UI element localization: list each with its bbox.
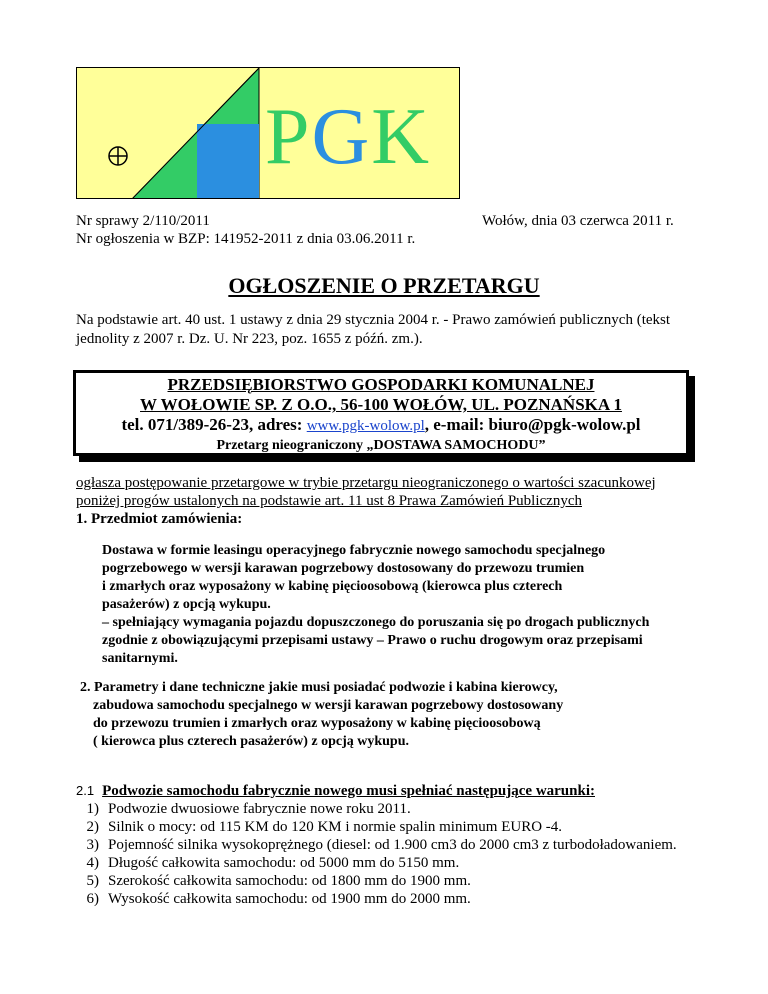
section-2-line: 2. Parametry i dane techniczne jakie musi posiadać podwozie i kabina kierowcy, <box>80 680 558 695</box>
legal-basis-paragraph: Na podstawie art. 40 ust. 1 ustawy z dnia 29 stycznia 2004 r. - Prawo zamówień publicznych (tekst jednolity z 2007 r. Dz. U. Nr 223, poz. 1655 z późń. zm.). <box>76 312 671 347</box>
subject-line: i zmarłych oraz wyposażony w kabinę pięcioosobową (kierowca plus czterech <box>102 579 563 594</box>
company-contact <box>76 415 686 436</box>
subject-line: Dostawa w formie leasingu operacyjnego fabrycznie nowego samochodu specjalnego <box>102 543 606 558</box>
section-2-1-number: 2.1 <box>76 783 95 798</box>
section-2-line: zabudowa samochodu specjalnego w wersji karawan pogrzebowy dostosowany <box>93 698 564 713</box>
list-item-number: 4) <box>86 855 99 871</box>
company-website-link[interactable]: www.pgk-wolow.pl <box>306 418 425 434</box>
list-item-text: Wysokość całkowita samochodu: od 1900 mm do 2000 mm. <box>108 891 471 907</box>
list-item <box>76 836 736 854</box>
announcement <box>76 474 696 528</box>
logo-letter-p: P <box>265 93 312 181</box>
subject-line: zgodnie z obowiązującymi przepisami ustawy – Prawo o ruchu drogowym oraz przepisami <box>102 633 643 648</box>
company-address: W WOŁOWIE SP. Z O.O., 56-100 WOŁÓW, UL. POZNAŃSKA 1 <box>140 395 622 414</box>
list-item-number: 2) <box>86 819 99 835</box>
section-2-1-heading <box>76 782 716 800</box>
announcement-line: poniżej progów ustalonych na podstawie art. 11 ust 8 Prawa Zamówień Publicznych <box>76 493 582 509</box>
list-item <box>76 872 736 890</box>
company-email: , e-mail: biuro@pgk-wolow.pl <box>424 415 641 434</box>
list-item <box>76 854 736 872</box>
document-date: Wołów, dnia 03 czerwca 2011 r. <box>482 213 674 229</box>
section-2 <box>80 679 700 751</box>
list-item-number: 5) <box>86 873 99 889</box>
list-item <box>76 800 736 818</box>
logo-letter-k: K <box>371 93 432 181</box>
section-2-line: ( kierowca plus czterech pasażerów) z opcją wykupu. <box>93 734 410 749</box>
list-item-text: Szerokość całkowita samochodu: od 1800 mm do 1900 mm. <box>108 873 471 889</box>
page-title: OGŁOSZENIE O PRZETARGU <box>228 273 540 298</box>
subject-line: pasażerów) z opcją wykupu. <box>102 597 271 612</box>
subject-line: sanitarnymi. <box>102 651 178 666</box>
list-item-text: Silnik o mocy: od 115 KM do 120 KM i normie spalin minimum EURO -4. <box>108 819 563 835</box>
announcement-line: ogłasza postępowanie przetargowe w trybie przetargu nieograniczonego o wartości szacunkowej <box>76 475 656 491</box>
list-item-text: Pojemność silnika wysokoprężnego (diesel: od 1.900 cm3 do 2000 cm3 z turbodoładowaniem. <box>108 837 677 853</box>
logo-text <box>265 92 431 182</box>
list-item <box>76 890 736 908</box>
subject-line: pogrzebowego w wersji karawan pogrzebowy dostosowany do przewozu trumien <box>102 561 585 576</box>
list-item-text: Długość całkowita samochodu: od 5000 mm do 5150 mm. <box>108 855 460 871</box>
list-item-number: 3) <box>86 837 99 853</box>
subject-description <box>102 542 712 668</box>
list-item <box>76 818 736 836</box>
company-phone: tel. 071/389-26-23, adres: <box>121 415 307 434</box>
subject-line: – spełniający wymagania pojazdu dopuszczonego do poruszania się po drogach publicznych <box>102 615 650 630</box>
list-item-number: 6) <box>86 891 99 907</box>
company-logo <box>76 67 460 199</box>
list-item-number: 1) <box>86 801 99 817</box>
case-number: Nr sprawy 2/110/2011 <box>76 213 210 229</box>
circled-plus-icon <box>109 147 127 165</box>
company-info-box <box>73 370 689 456</box>
list-item-text: Podwozie dwuosiowe fabrycznie nowe roku 2011. <box>108 801 411 817</box>
company-name: PRZEDSIĘBIORSTWO GOSPODARKI KOMUNALNEJ <box>167 375 595 394</box>
notice-number: Nr ogłoszenia w BZP: 141952-2011 z dnia 03.06.2011 r. <box>76 231 416 247</box>
requirements-list <box>76 800 736 908</box>
logo-letter-g: G <box>311 93 372 181</box>
section-2-1-title: Podwozie samochodu fabrycznie nowego musi spełniać następujące warunki: <box>102 783 595 799</box>
section-2-line: do przewozu trumien i zmarłych oraz wyposażony w kabinę pięcioosobową <box>93 716 541 731</box>
tender-name: Przetarg nieograniczony „DOSTAWA SAMOCHODU” <box>216 438 546 453</box>
section-1-heading: 1. Przedmiot zamówienia: <box>76 511 243 527</box>
